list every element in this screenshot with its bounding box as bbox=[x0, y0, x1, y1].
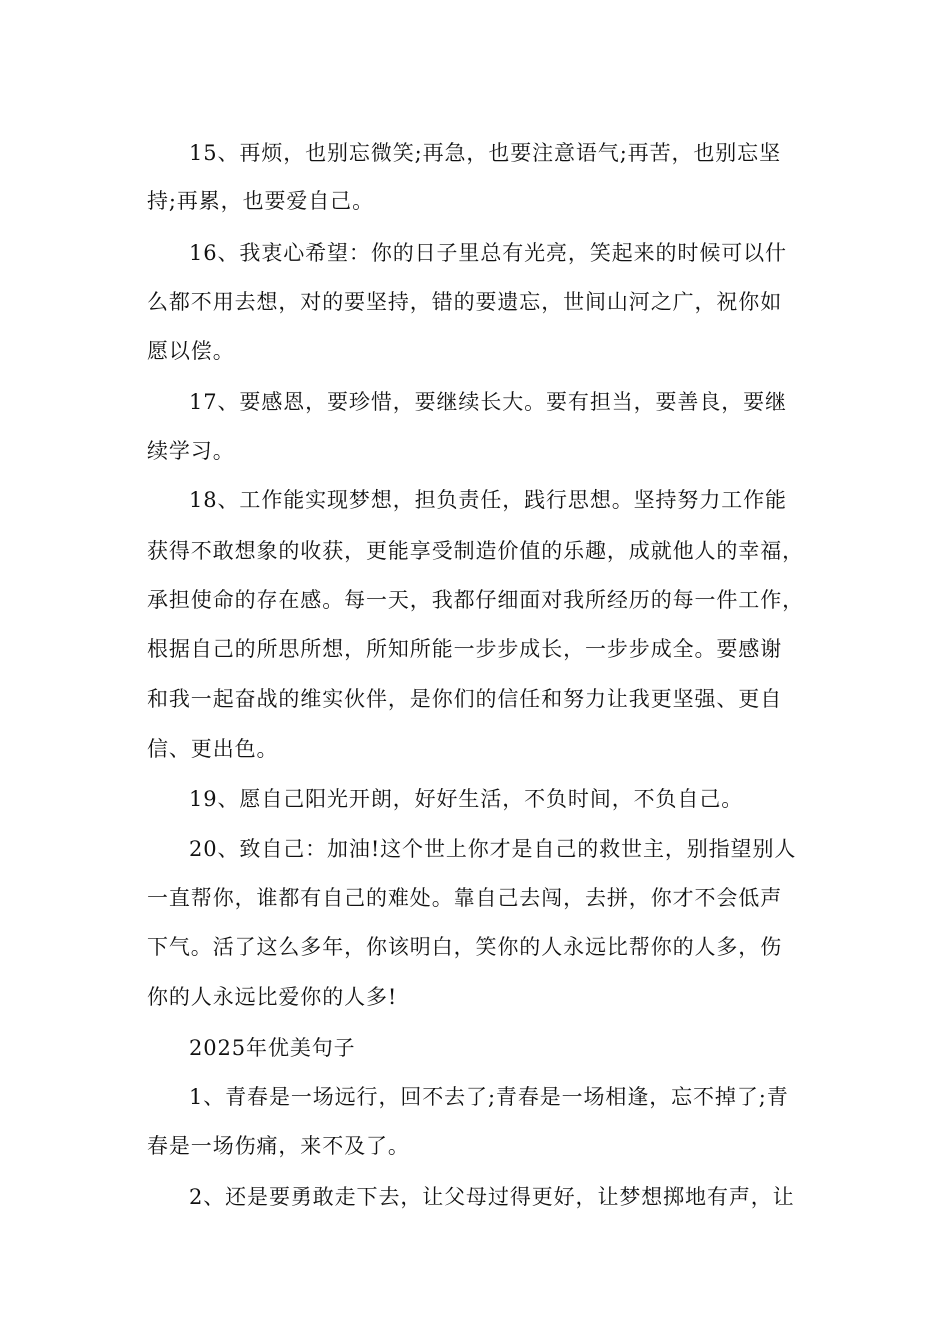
paragraph-18-line-3: 承担使命的存在感。每一天，我都仔细面对我所经历的每一件工作， bbox=[147, 588, 804, 612]
paragraph-18-line-4: 根据自己的所思所想，所知所能一步步成长，一步步成全。要感谢 bbox=[147, 637, 783, 661]
section-heading: 2025年优美句子 bbox=[189, 1036, 356, 1060]
paragraph-18-line-1: 18、工作能实现梦想，担负责任，践行思想。坚持努力工作能 bbox=[189, 488, 787, 512]
paragraph-19-line-1: 19、愿自己阳光开朗，好好生活，不负时间，不负自己。 bbox=[189, 787, 744, 811]
paragraph-16-line-1: 16、我衷心希望：你的日子里总有光亮，笑起来的时候可以什 bbox=[189, 241, 787, 265]
paragraph-1-line-1: 1、青春是一场远行，回不去了;青春是一场相逢，忘不掉了;青 bbox=[189, 1085, 789, 1109]
paragraph-18-line-2: 获得不敢想象的收获，更能享受制造价值的乐趣，成就他人的幸福， bbox=[147, 539, 804, 563]
paragraph-20-line-1: 20、致自己：加油!这个世上你才是自己的救世主，别指望别人 bbox=[189, 837, 797, 861]
paragraph-1-line-2: 春是一场伤痛，来不及了。 bbox=[147, 1134, 410, 1158]
paragraph-16-line-3: 愿以偿。 bbox=[147, 339, 235, 363]
paragraph-18-line-6: 信、更出色。 bbox=[147, 737, 279, 761]
paragraph-2-line-1: 2、还是要勇敢走下去，让父母过得更好，让梦想掷地有声，让 bbox=[189, 1185, 795, 1209]
paragraph-17-line-2: 续学习。 bbox=[147, 439, 235, 463]
paragraph-20-line-3: 下气。活了这么多年，你该明白，笑你的人永远比帮你的人多，伤 bbox=[147, 935, 783, 959]
paragraph-17-line-1: 17、要感恩，要珍惜，要继续长大。要有担当，要善良，要继 bbox=[189, 390, 787, 414]
paragraph-16-line-2: 么都不用去想，对的要坚持，错的要遗忘，世间山河之广，祝你如 bbox=[147, 290, 783, 314]
paragraph-20-line-2: 一直帮你，谁都有自己的难处。靠自己去闯，去拼，你才不会低声 bbox=[147, 886, 783, 910]
paragraph-20-line-4: 你的人永远比爱你的人多! bbox=[147, 985, 398, 1009]
paragraph-15-line-2: 持;再累，也要爱自己。 bbox=[147, 189, 374, 213]
paragraph-15-line-1: 15、再烦，也别忘微笑;再急，也要注意语气;再苦，也别忘坚 bbox=[189, 141, 781, 165]
paragraph-18-line-5: 和我一起奋战的维实伙伴，是你们的信任和努力让我更坚强、更自 bbox=[147, 687, 783, 711]
